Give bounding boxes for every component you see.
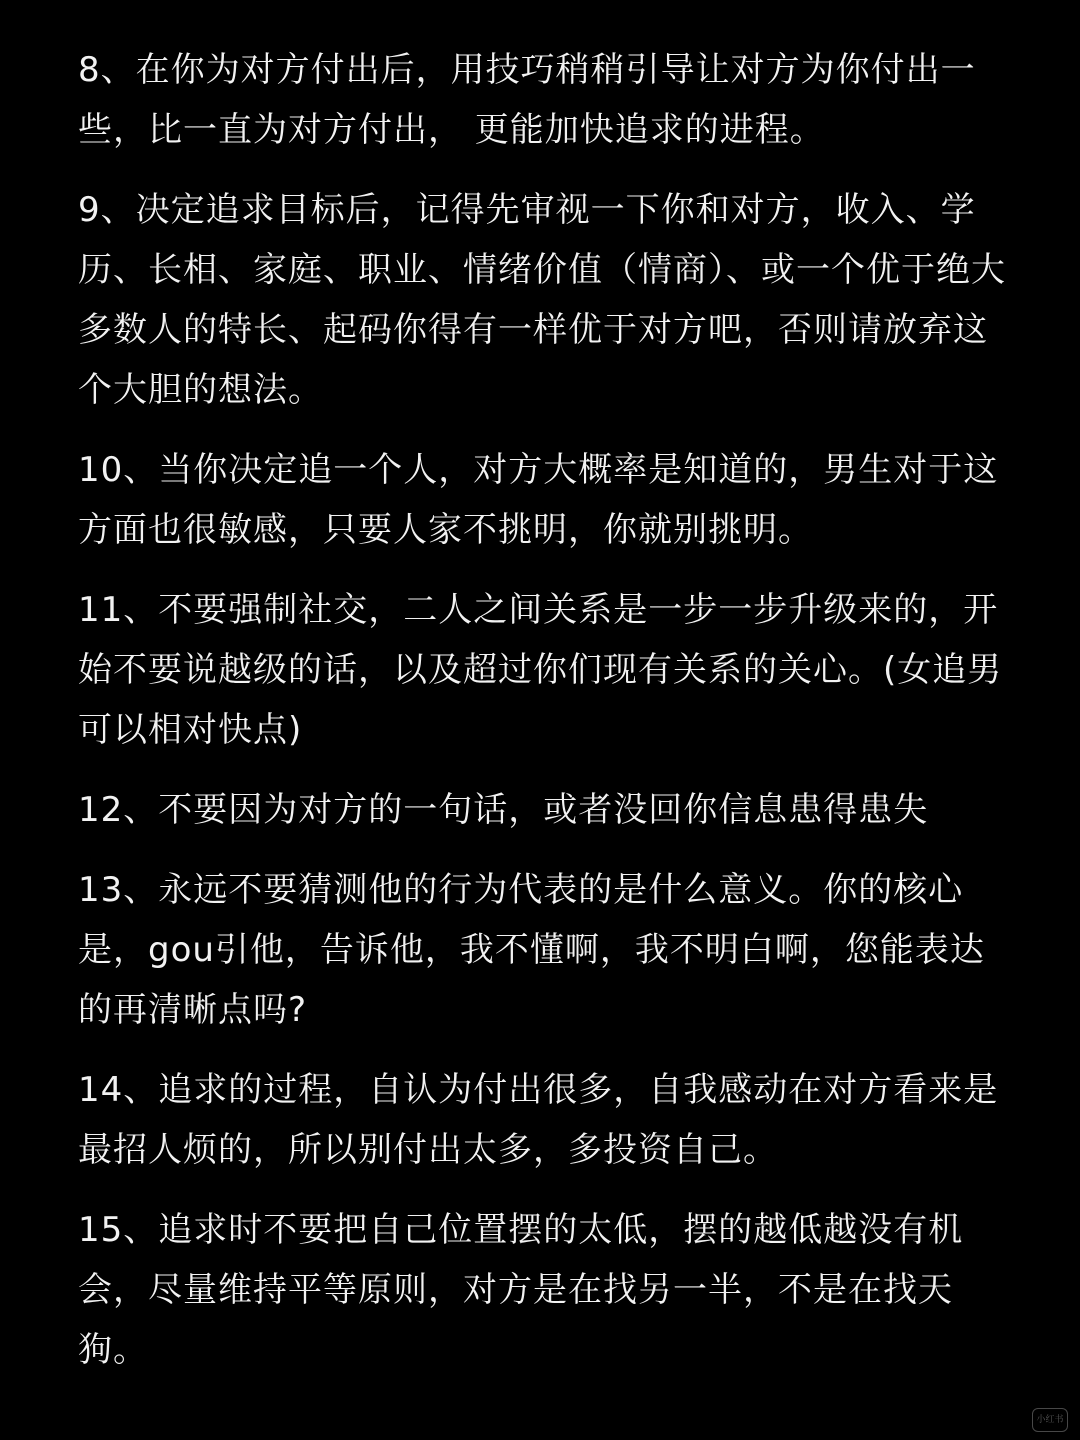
tip-9: 9、决定追求目标后，记得先审视一下你和对方，收入、学历、长相、家庭、职业、情绪价值（情商）、或一个优于绝大多数人的特长、起码你得有一样优于对方吧，否则请放弃这个大胆的想法。 xyxy=(78,190,1006,410)
tips-list xyxy=(78,40,1008,1400)
tip-8: 8、在你为对方付出后，用技巧稍稍引导让对方为你付出一些，比一直为对方付出， 更能加快追求的进程。 xyxy=(78,50,976,150)
tip-15: 15、追求时不要把自己位置摆的太低，摆的越低越没有机会，尽量维持平等原则，对方是在找另一半，不是在找天狗。 xyxy=(78,1210,964,1370)
tip-14: 14、追求的过程，自认为付出很多，自我感动在对方看来是最招人烦的，所以别付出太多，多投资自己。 xyxy=(78,1070,999,1170)
tip-13: 13、永远不要猜测他的行为代表的是什么意义。你的核心是，gou引他，告诉他，我不懂啊，我不明白啊，您能表达的再清晰点吗? xyxy=(78,870,985,1030)
tip-10: 10、当你决定追一个人，对方大概率是知道的，男生对于这方面也很敏感，只要人家不挑明，你就别挑明。 xyxy=(78,450,999,550)
watermark-logo: 小红书 xyxy=(1032,1408,1068,1432)
tip-11: 11、不要强制社交，二人之间关系是一步一步升级来的，开始不要说越级的话，以及超过你们现有关系的关心。(女追男可以相对快点) xyxy=(78,590,1003,750)
tip-12: 12、不要因为对方的一句话，或者没回你信息患得患失 xyxy=(78,790,929,830)
